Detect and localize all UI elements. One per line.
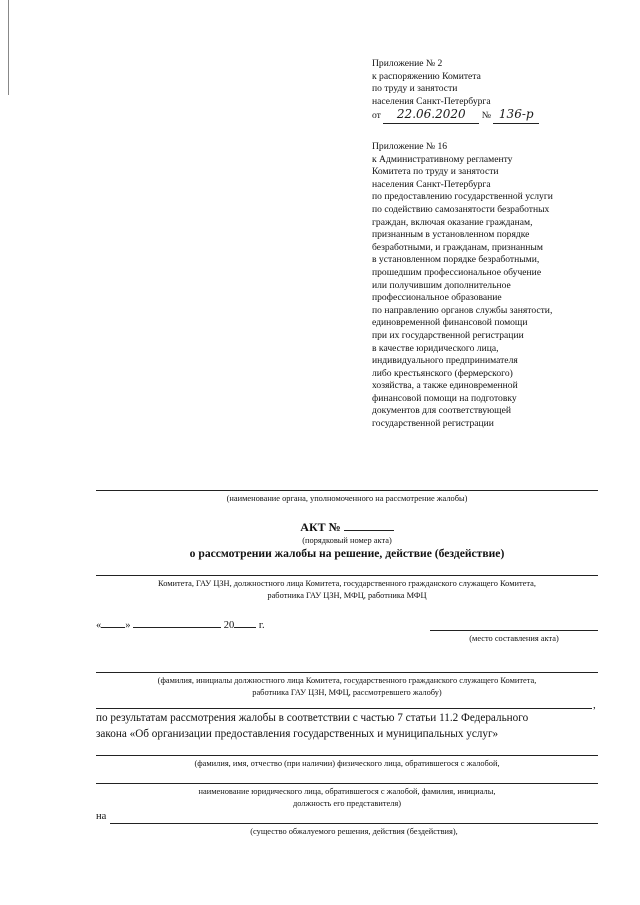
place-line[interactable] [430,630,598,631]
appendix-16-line: или получившим дополнительное [372,279,511,291]
month-field[interactable] [133,618,221,628]
act-number-caption: (порядковый номер акта) [302,536,392,545]
appendix-16-line: профессиональное образование [372,292,502,304]
year-suffix: г. [258,620,265,631]
date-open-quote: « [96,620,102,631]
year-prefix: 20 [223,620,235,631]
appendix-16-line: государственной регистрации [372,418,494,430]
appendix-16-line: признанным в установленном порядке [372,229,530,241]
appendix-16-line: Комитета по труду и занятости [372,166,499,178]
appendix-16-line: финансовой помощи на подготовку [372,392,517,404]
results-line-2: закона «Об организации предоставления государственных и муниципальных услуг» [96,728,499,740]
appendix-16-line: хозяйства, а также единовременной [372,380,518,392]
handwritten-date: 22.06.2020 [396,107,466,122]
act-number-field[interactable] [344,521,394,531]
scan-edge-mark [8,0,9,95]
subject-caption-1: Комитета, ГАУ ЦЗН, должностного лица Комитета, государственного гражданского служащего Комитета, [158,579,536,588]
year-field[interactable] [234,618,256,628]
place-caption: (место составления акта) [469,634,559,643]
act-date-row [96,618,265,631]
appendix-16-line: граждан, включая оказание гражданам, [372,216,533,228]
appendix-2-line: к распоряжению Комитета [372,70,481,82]
official-caption-2: работника ГАУ ЦЗН, МФЦ, рассмотревшего жалобу) [252,688,442,697]
entity-caption-1: наименование юридического лица, обратившегося с жалобой, фамилия, инициалы, [198,787,496,796]
appendix-16-line: населения Санкт-Петербурга [372,178,491,190]
handwritten-number: 136-р [498,107,534,122]
decision-line[interactable] [110,823,598,824]
appendix-16-block [372,141,553,431]
appendix-16-line: Приложение № 16 [372,141,448,152]
appendix-2-line: Приложение № 2 [372,58,443,69]
entity-caption-2: должность его представителя) [292,799,402,808]
appendix-16-line: документов для соответствующей [372,405,511,417]
organ-name-line[interactable] [96,490,598,491]
decision-caption: (существо обжалуемого решения, действия (бездействия), [250,827,458,836]
appendix-16-line: по предоставлению государственной услуги [372,191,553,203]
person-caption: (фамилия, имя, отчество (при наличии) физического лица, обратившегося с жалобой, [194,759,500,768]
appendix-16-line: безработными, и гражданам, признанным [372,241,543,253]
date-prefix: от [372,110,381,122]
comma: , [593,699,596,711]
appendix-16-line: по содействию самозанятости безработных [372,203,550,215]
date-close-quote: » [125,620,131,631]
entity-line[interactable] [96,783,598,784]
official-line[interactable] [96,672,598,673]
appendix-2-block [372,58,539,124]
results-line-1: по результатам рассмотрения жалобы в соответствии с частью 7 статьи 11.2 Федерального [96,712,529,724]
act-subtitle: о рассмотрении жалобы на решение, действие (бездействие) [189,547,505,560]
act-title-line [96,520,598,535]
act-title: АКТ № [300,520,341,534]
subject-caption-2: работника ГАУ ЦЗН, МФЦ, работника МФЦ [267,591,427,600]
appendix-16-line: в установленном порядке безработными, [372,254,540,266]
appendix-16-line: прошедшим профессиональное обучение [372,266,542,278]
number-prefix: № [481,110,491,122]
appendix-2-line: по труду и занятости [372,83,458,95]
person-line[interactable] [96,755,598,756]
appendix-16-line: при их государственной регистрации [372,329,524,341]
appendix-2-date-line [372,108,539,124]
appendix-16-line: единовременной финансовой помощи [372,317,528,329]
date-field [383,108,479,124]
appendix-16-line: к Административному регламенту [372,153,513,165]
on-prefix: на [96,811,107,822]
appendix-16-line: индивидуального предпринимателя [372,355,518,367]
appendix-16-line: либо крестьянского (фермерского) [372,367,513,379]
appendix-16-line: в качестве юридического лица, [372,342,499,354]
day-field[interactable] [101,618,125,628]
subject-line[interactable] [96,575,598,576]
organ-caption: (наименование органа, уполномоченного на рассмотрение жалобы) [226,494,468,503]
official-caption-1: (фамилия, инициалы должностного лица Комитета, государственного гражданского служащего Комитета, [157,676,537,685]
number-field [493,108,539,124]
official-continued-line[interactable] [96,708,592,709]
appendix-16-line: по направлению органов службы занятости, [372,304,553,316]
appendix-2-line: населения Санкт-Петербурга [372,95,491,107]
